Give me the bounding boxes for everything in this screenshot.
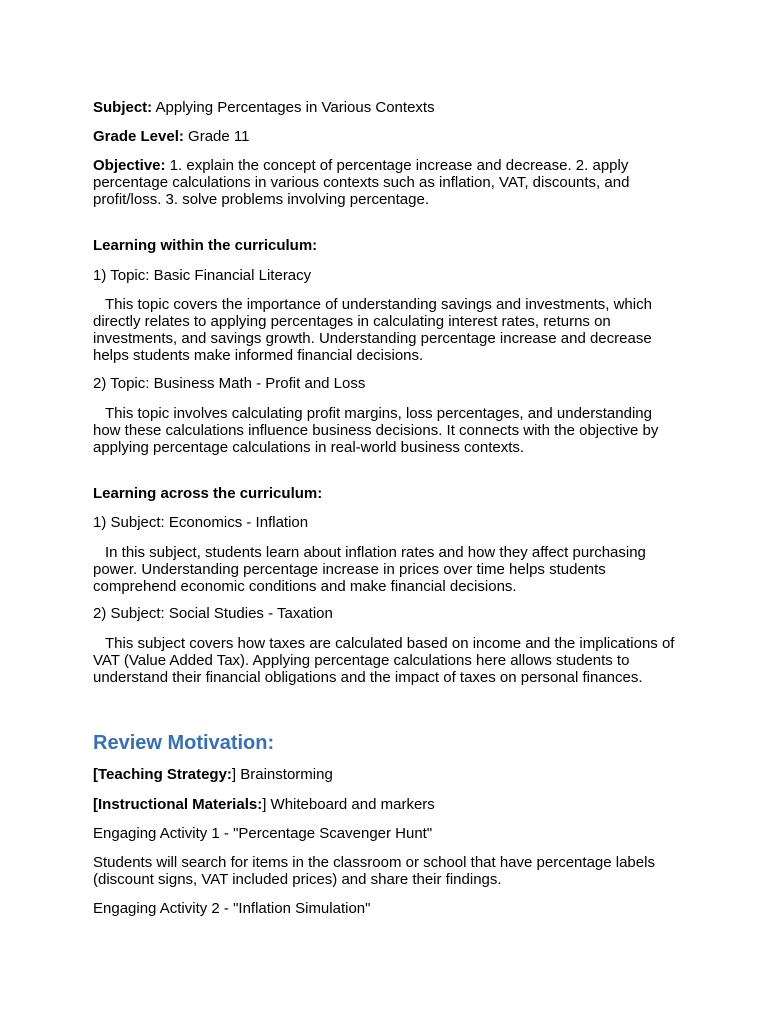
materials-label: [Instructional Materials: — [93, 796, 263, 813]
grade-level-line — [93, 128, 249, 145]
subject2-title: 2) Subject: Social Studies - Taxation — [93, 605, 333, 622]
objective-value: 1. explain the concept of percentage increase and decrease. 2. apply percentage calculations in various contexts such as inflation, VAT, discounts, and profit/loss. 3. solve problems involving percentage. — [93, 157, 630, 208]
topic1-text: This topic covers the importance of understanding savings and investments, which directly relates to applying percentages in calculating interest rates, returns on investments, and savings growth. Understanding percentage increase and decrease helps students make informed financial decisions. — [93, 296, 652, 364]
topic2-text: This topic involves calculating profit margins, loss percentages, and understanding how these calculations influence business decisions. It connects with the objective by applying percentage calculations in real-world business contexts. — [93, 405, 659, 456]
strategy-label: [Teaching Strategy: — [93, 766, 232, 783]
within-curriculum-heading: Learning within the curriculum: — [93, 237, 318, 254]
instructional-materials-line — [93, 796, 435, 813]
activity1-title: Engaging Activity 1 - "Percentage Scavenger Hunt" — [93, 825, 433, 842]
objective-label: Objective: — [93, 157, 166, 174]
grade-value: Grade 11 — [183, 128, 250, 145]
subject-value: Applying Percentages in Various Contexts — [152, 99, 435, 116]
activity1-text: Students will search for items in the classroom or school that have percentage labels (discount signs, VAT included prices) and share their findings. — [93, 854, 655, 888]
review-motivation-heading: Review Motivation: — [93, 732, 275, 754]
across-curriculum-heading: Learning across the curriculum: — [93, 485, 323, 502]
topic1-title: 1) Topic: Basic Financial Literacy — [93, 267, 312, 284]
teaching-strategy-line — [93, 766, 333, 783]
subject-label: Subject: — [93, 99, 153, 116]
subject1-text: In this subject, students learn about inflation rates and how they affect purchasing power. Understanding percentage increase in prices over time helps students comprehend economic conditions and make financial decisions. — [93, 544, 646, 595]
objective-paragraph — [93, 157, 673, 208]
subject-line — [93, 99, 435, 116]
topic2-title: 2) Topic: Business Math - Profit and Loss — [93, 375, 366, 392]
materials-value: ] Whiteboard and markers — [262, 796, 435, 813]
activity2-title: Engaging Activity 2 - "Inflation Simulation" — [93, 900, 371, 917]
subject1-title: 1) Subject: Economics - Inflation — [93, 514, 309, 531]
strategy-value: ] Brainstorming — [231, 766, 333, 783]
grade-label: Grade Level: — [93, 128, 184, 145]
subject2-text: This subject covers how taxes are calculated based on income and the implications of VAT (Value Added Tax). Applying percentage calculations here allows students to understand their financial obligations and the impact of taxes on personal finances. — [93, 635, 675, 686]
